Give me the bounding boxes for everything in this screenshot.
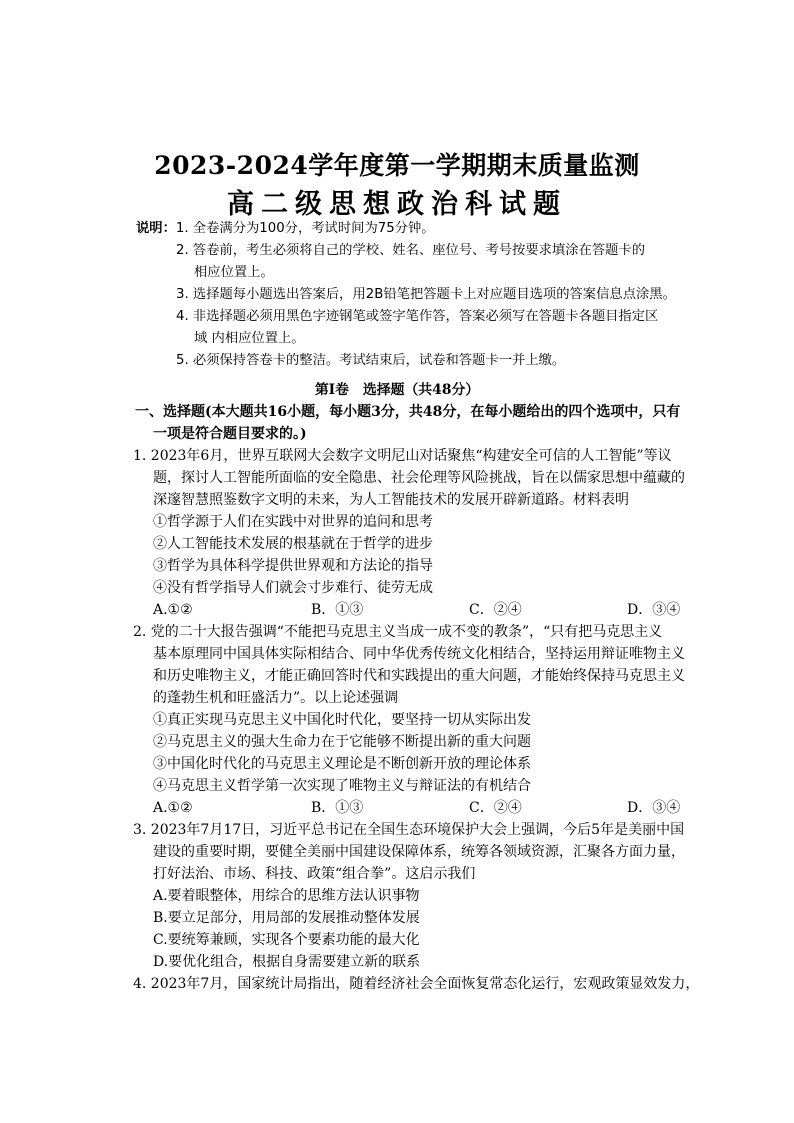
option-d: D.要优化组合，根据自身需要建立新的联系 bbox=[153, 954, 421, 970]
part-header: 一、选择题(本大题共16小题，每小题3分，共48分，在每小题给出的四个选项中，只有 bbox=[135, 404, 681, 420]
question-stem: 题，探讨人工智能所面临的安全隐患、社会伦理等风险挑战，旨在以儒家思想中蕴藏的 bbox=[153, 470, 685, 486]
statement-item: ③中国化时代化的马克思主义理论是不断创新开放的理论体系 bbox=[153, 756, 531, 772]
instruction-2-cont: 相应位置上。 bbox=[194, 265, 274, 280]
instruction-2: 2. 答卷前，考生必须将自己的学校、姓名、座位号、考号按要求填涂在答题卡的 bbox=[176, 243, 646, 258]
section-title: 第Ⅰ卷 选择题（共48分） bbox=[314, 382, 480, 398]
question-stem: 3. 2023年7月17日，习近平总书记在全国生态环境保护大会上强调，今后5年是美丽中国 bbox=[133, 822, 685, 838]
instructions-label: 说明： bbox=[136, 221, 176, 236]
part-header-cont: 一项是符合题目要求的。) bbox=[153, 426, 307, 442]
question-stem: 打好法治、市场、科技、政策“组合拳”。这启示我们 bbox=[153, 866, 476, 882]
option-c: C．②④ bbox=[469, 800, 522, 816]
statement-item: ④没有哲学指导人们就会寸步难行、徒劳无成 bbox=[153, 580, 433, 596]
question-stem: 基本原理同中国具体实际相结合、同中华优秀传统文化相结合，坚持运用辩证唯物主义 bbox=[153, 646, 685, 662]
instruction-1: 说明：1. 全卷满分为100分，考试时间为75分钟。 bbox=[136, 221, 435, 236]
answer-options bbox=[153, 798, 680, 818]
option-a: A.①② bbox=[153, 800, 193, 816]
option-c: C．②④ bbox=[469, 602, 522, 618]
option-d: D．③④ bbox=[627, 602, 681, 618]
option-b: B．①③ bbox=[311, 602, 364, 618]
question-stem: 1. 2023年6月，世界互联网大会数字文明尼山对话聚焦“构建安全可信的人工智能”等议 bbox=[133, 448, 672, 464]
option-a: A.要着眼整体，用综合的思维方法认识事物 bbox=[153, 888, 420, 904]
option-b: B.要立足部分，用局部的发展推动整体发展 bbox=[153, 910, 420, 926]
statement-item: ①真正实现马克思主义中国化时代化，要坚持一切从实际出发 bbox=[153, 712, 531, 728]
option-c: C.要统筹兼顾，实现各个要素功能的最大化 bbox=[153, 932, 420, 948]
question-stem: 2. 党的二十大报告强调“不能把马克思主义当成一成不变的教条”，“只有把马克思主义 bbox=[133, 624, 663, 640]
question-stem: 深邃智慧照鉴数字文明的未来，为人工智能技术的发展开辟新道路。材料表明 bbox=[153, 492, 629, 508]
statement-item: ②人工智能技术发展的根基就在于哲学的进步 bbox=[153, 536, 433, 552]
question-stem: 的蓬勃生机和旺盛活力”。以上论述强调 bbox=[153, 690, 399, 706]
option-a: A.①② bbox=[153, 602, 193, 618]
statement-item: ①哲学源于人们在实践中对世界的追问和思考 bbox=[153, 514, 433, 530]
instruction-4: 4. 非选择题必须用黑色字迹钢笔或签字笔作答，答案必须写在答题卡各题目指定区 bbox=[176, 309, 659, 324]
question-stem: 4. 2023年7月，国家统计局指出，随着经济社会全面恢复常态化运行，宏观政策显效发力， bbox=[133, 976, 700, 992]
instruction-4-cont: 域 内相应位置上。 bbox=[194, 331, 305, 346]
question-stem: 建设的重要时期，要健全美丽中国建设保障体系，统筹各领域资源，汇聚各方面力量， bbox=[153, 844, 685, 860]
exam-subtitle: 高二级思想政治科试题 bbox=[227, 189, 567, 220]
statement-item: ④马克思主义哲学第一次实现了唯物主义与辩证法的有机结合 bbox=[153, 778, 531, 794]
instruction-3: 3. 选择题每小题选出答案后，用2B铅笔把答题卡上对应题目选项的答案信息点涂黑。 bbox=[176, 287, 676, 302]
statement-item: ②马克思主义的强大生命力在于它能够不断提出新的重大问题 bbox=[153, 734, 531, 750]
answer-options bbox=[153, 600, 680, 620]
instruction-5: 5. 必须保持答卷卡的整洁。考试结束后，试卷和答题卡一并上缴。 bbox=[176, 353, 566, 368]
option-b: B．①③ bbox=[311, 800, 364, 816]
option-d: D．③④ bbox=[627, 800, 681, 816]
question-stem: 和历史唯物主义，才能正确回答时代和实践提出的重大问题，才能始终保持马克思主义 bbox=[153, 668, 685, 684]
exam-title: 2023-2024学年度第一学期期末质量监测 bbox=[154, 151, 640, 180]
statement-item: ③哲学为具体科学提供世界观和方法论的指导 bbox=[153, 558, 433, 574]
